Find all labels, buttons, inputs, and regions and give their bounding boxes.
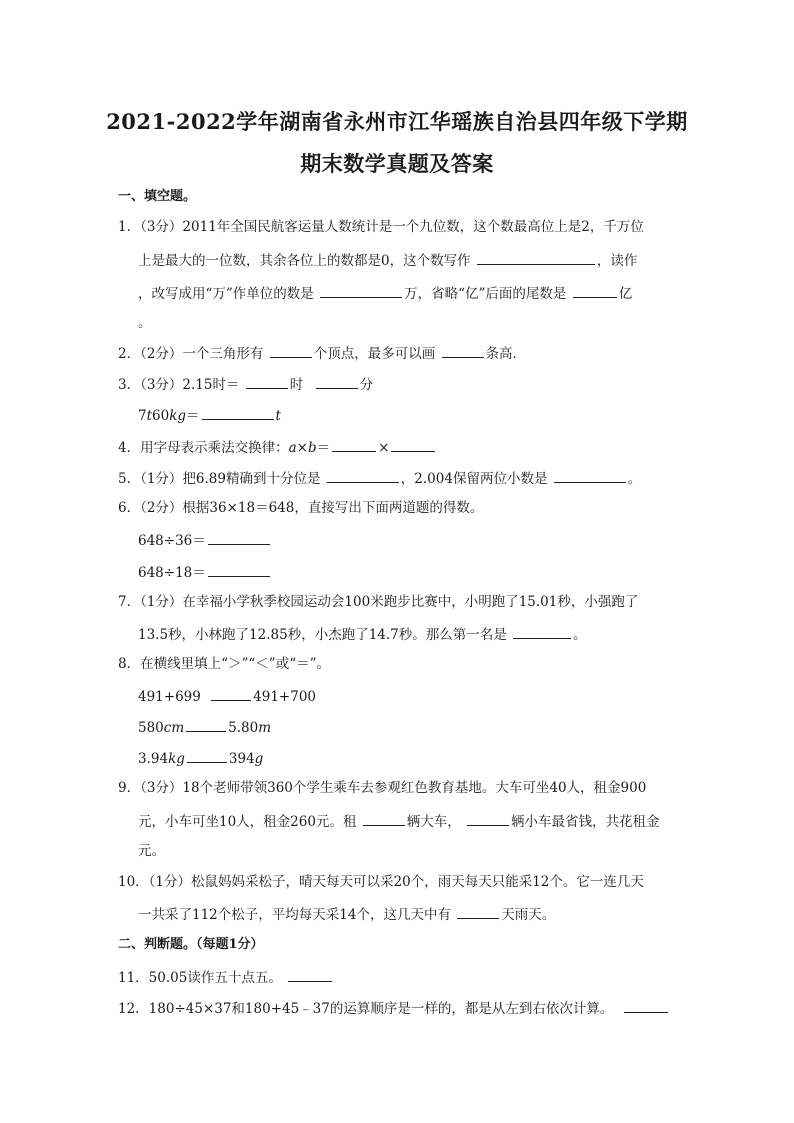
question-text: 7 — [138, 408, 147, 424]
question-7-line1 — [118, 593, 684, 611]
question-text: 9．（3分）18个老师带领360个学生乘车去参观红色教育基地。大车可坐40人，租金900 — [118, 780, 647, 796]
question-1-line2 — [138, 250, 684, 270]
answer-blank[interactable] — [208, 562, 270, 577]
question-text: 5.80 — [228, 720, 259, 736]
question-1-line3 — [138, 283, 684, 303]
question-10-line1 — [118, 873, 684, 891]
question-text: 条高． — [485, 346, 527, 362]
unit-kg: kg — [168, 751, 185, 767]
question-text: 个顶点，最多可以画 — [313, 346, 436, 362]
question-1-line4 — [138, 314, 684, 332]
question-text: 上是最大的一位数，其余各位上的数都是0，这个数写作 — [138, 253, 471, 269]
question-text: 元，小车可坐10人，租金260元。租 — [138, 814, 357, 830]
question-text: 8．在横线里填上“＞”“＜”或“＝”。 — [118, 656, 330, 672]
answer-blank[interactable] — [573, 283, 617, 298]
question-text: 。 — [627, 471, 642, 487]
question-12 — [118, 998, 684, 1018]
question-text: ，改写成用“万”作单位的数是 — [138, 286, 314, 302]
question-text: 580 — [138, 720, 164, 736]
document-title-line1: 2021-2022学年湖南省永州市江华瑶族自治县四年级下学期 — [106, 109, 688, 134]
question-text: 3.94 — [138, 751, 169, 767]
question-text: 亿 — [618, 286, 633, 302]
variable-b: b — [307, 440, 317, 456]
question-text: 时 — [289, 377, 304, 393]
question-text: 394 — [228, 751, 255, 767]
question-text: 辆小车最省钱，共花租金 — [511, 814, 660, 830]
answer-blank[interactable] — [457, 904, 499, 919]
question-10-line2 — [138, 904, 684, 924]
variable-a: a — [288, 440, 297, 456]
answer-blank[interactable] — [270, 343, 312, 358]
question-text: 万，省略“亿”后面的尾数是 — [404, 286, 567, 302]
question-text: 辆大车， — [406, 814, 461, 830]
question-text: 天雨天。 — [501, 907, 556, 923]
question-text: ＝ — [186, 408, 200, 424]
answer-blank[interactable] — [202, 405, 274, 420]
question-9-line3 — [138, 842, 684, 860]
question-6 — [118, 499, 684, 517]
answer-blank[interactable] — [211, 686, 251, 701]
question-2 — [118, 343, 684, 363]
unit-cm: cm — [163, 720, 185, 736]
question-text: ，2.004保留两位小数是 — [400, 471, 548, 487]
unit-m: m — [258, 720, 272, 736]
question-9-line1 — [118, 779, 684, 797]
answer-blank[interactable] — [467, 811, 509, 826]
question-3-line2 — [138, 405, 684, 425]
question-text: 。 — [573, 627, 587, 643]
question-6-item2 — [138, 562, 684, 582]
question-3 — [118, 374, 684, 394]
unit-t: t — [275, 408, 281, 424]
question-text: 648÷18＝ — [138, 565, 206, 581]
unit-t: t — [146, 408, 153, 424]
question-text: 60 — [152, 408, 170, 424]
answer-blank[interactable] — [327, 468, 399, 483]
answer-blank[interactable] — [288, 967, 332, 982]
answer-blank[interactable] — [513, 624, 571, 639]
question-text: 5．（1分）把6.89精确到十分位是 — [118, 471, 321, 487]
question-text: 1．（3分）2011年全国民航客运量人数统计是一个九位数，这个数最高位上是2，千万位 — [118, 219, 644, 235]
answer-blank[interactable] — [391, 437, 435, 452]
answer-blank[interactable] — [363, 811, 405, 826]
unit-g: g — [254, 751, 264, 767]
question-11 — [118, 967, 684, 987]
question-text: 648÷36＝ — [138, 533, 206, 549]
question-text: 元。 — [138, 843, 165, 859]
answer-blank[interactable] — [554, 468, 626, 483]
answer-blank[interactable] — [246, 374, 288, 389]
question-text: × — [296, 440, 308, 456]
question-5 — [118, 468, 684, 488]
question-7-line2 — [138, 624, 684, 644]
question-8-row3 — [138, 748, 684, 768]
unit-kg: kg — [169, 408, 187, 424]
question-text: ＝ — [316, 440, 331, 456]
section-heading-fill-blank: 一、填空题。 — [118, 189, 197, 204]
question-8-row2 — [138, 717, 684, 737]
answer-blank[interactable] — [316, 374, 358, 389]
question-text: 4．用字母表示乘法交换律： — [118, 440, 289, 456]
question-text: 。 — [138, 315, 152, 331]
question-text: 13.5秒，小林跑了12.85秒，小杰跑了14.7秒。那么第一名是 — [138, 627, 507, 643]
section-heading-true-false: 二、判断题。（每题1分） — [118, 937, 264, 952]
question-9-line2 — [138, 811, 684, 831]
answer-blank[interactable] — [477, 250, 595, 265]
question-text: 6．（2分）根据36×18＝648，直接写出下面两道题的得数。 — [118, 500, 484, 516]
question-text: 12．180÷45×37和180+45﹣37的运算顺序是一样的，都是从左到右依次计算。 — [118, 1001, 614, 1017]
answer-blank[interactable] — [320, 283, 402, 298]
question-8-row1 — [138, 686, 684, 706]
answer-blank[interactable] — [442, 343, 484, 358]
answer-blank[interactable] — [332, 437, 376, 452]
question-text: 10．（1分）松鼠妈妈采松子，晴天每天可以采20个，雨天每天只能采12个。它一连几天 — [118, 874, 644, 890]
answer-blank[interactable] — [186, 717, 226, 732]
answer-blank[interactable] — [187, 748, 227, 763]
question-6-item1 — [138, 530, 684, 550]
question-text: × — [378, 440, 390, 456]
question-8 — [118, 655, 684, 673]
answer-blank[interactable] — [208, 530, 270, 545]
question-text: ，读作 — [596, 253, 638, 269]
question-4 — [118, 437, 684, 457]
question-text: 分 — [359, 377, 374, 393]
question-text: 3．（3分）2.15时＝ — [118, 377, 240, 393]
answer-blank[interactable] — [624, 998, 668, 1013]
document-title-line2: 期末数学真题及答案 — [300, 151, 494, 176]
question-text: 491+699 — [138, 689, 201, 705]
question-text: 一共采了112个松子，平均每天采14个，这几天中有 — [138, 907, 451, 923]
question-text: 2．（2分）一个三角形有 — [118, 346, 264, 362]
question-text: 11．50.05读作五十点五。 — [118, 970, 282, 986]
question-text: 7．（1分）在幸福小学秋季校园运动会100米跑步比赛中，小明跑了15.01秒，小强跑了 — [118, 594, 639, 610]
question-1-line1 — [118, 218, 684, 236]
question-text: 491+700 — [253, 689, 317, 705]
